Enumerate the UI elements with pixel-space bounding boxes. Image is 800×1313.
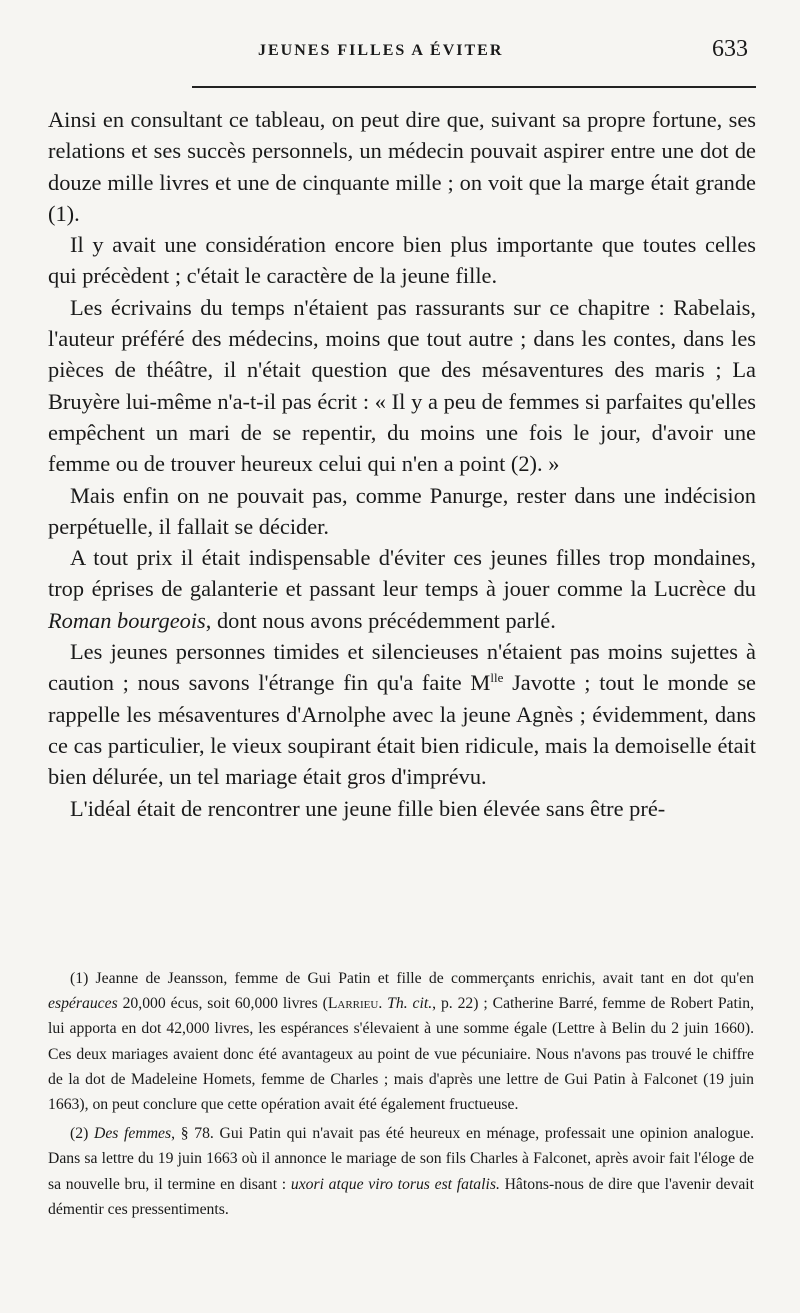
text-run: A tout prix il était indispensable d'éviter ces jeunes filles trop mondaines, trop éprises de galanterie et passant leur temps à jouer comme la Lucrèce du bbox=[48, 545, 756, 602]
paragraph: Les écrivains du temps n'étaient pas rassurants sur ce chapitre : Rabelais, l'auteur préféré des médecins, moins que tout autre ; dans les contes, dans les pièces de théâtre, il n'était question que des mésaventures des maris ; La Bruyère lui-même n'a-t-il pas écrit : « Il y a peu de femmes si parfaites qu'elles empêchent un mari de se repentir, du moins une fois le jour, d'avoir une femme ou de trouver heureux celui qui n'en a point (2). » bbox=[48, 294, 756, 477]
text-run: , § 78. Gui Patin qui n'avait pas été heureux en ménage, professait une opinion analogue. Dans sa lettre du 19 juin 1663 où il annonce le mariage de son fils Charles à Falconet, après avoir fait l'éloge de sa nouvelle bru, il termine en disant : bbox=[48, 1125, 755, 1193]
paragraph: Mais enfin on ne pouvait pas, comme Panurge, rester dans une indécision perpétuelle, il fallait se décider. bbox=[48, 482, 756, 539]
text-run: Hâtons-nous de dire que l'avenir devait démentir ces pressentiments. bbox=[48, 1175, 754, 1218]
text-run: Les jeunes personnes timides et silencieuses n'étaient pas moins sujettes à caution ; nous savons l'étrange fin qu'a faite M bbox=[48, 639, 756, 696]
italic-run: Des femmes bbox=[93, 1125, 172, 1143]
text-run: Javotte ; tout le monde se rappelle les mésaventures d'Arnolphe avec la jeune Agnès ; évidemment, dans ce cas particulier, le vieux soupirant était bien ridicule, mais la demoiselle était bien délurée, un tel mariage était gros d'imprévu. bbox=[48, 670, 756, 790]
paragraph bbox=[48, 542, 756, 636]
paragraph: L'idéal était de rencontrer une jeune fille bien élevée sans être pré- bbox=[70, 795, 666, 821]
page-number: 633 bbox=[712, 36, 748, 62]
latin-quote: uxori atque viro torus est fatalis. bbox=[290, 1175, 500, 1193]
footnote-1 bbox=[48, 966, 754, 1117]
italic-run: espérauces bbox=[48, 995, 118, 1013]
paragraph: Il y avait une considération encore bien plus importante que toutes celles qui précèdent ; c'était le caractère de la jeune fille. bbox=[48, 232, 756, 289]
text-run: (1) Jeanne de Jeansson, femme de Gui Patin et fille de commerçants enrichis, avait tant en dot qu'en bbox=[70, 970, 754, 987]
text-run: (2) bbox=[70, 1125, 94, 1143]
footnote-2 bbox=[48, 1121, 754, 1222]
text-run: 20,000 écus, soit 60,000 livres ( bbox=[117, 995, 328, 1013]
footnotes bbox=[48, 966, 754, 1222]
italic-run: Th. cit. bbox=[387, 995, 433, 1013]
header-rule bbox=[192, 86, 756, 88]
main-text bbox=[48, 104, 756, 824]
page-header bbox=[48, 34, 752, 74]
book-title: Roman bourgeois bbox=[48, 607, 206, 633]
running-title: JEUNES FILLES A ÉVITER bbox=[258, 42, 504, 59]
superscript: lle bbox=[490, 670, 504, 686]
text-run: , dont nous avons précédemment parlé. bbox=[205, 607, 556, 633]
author-name: Larrieu bbox=[327, 995, 379, 1013]
text-run: , p. 22) ; Catherine Barré, femme de Robert Patin, lui apporta en dot 42,000 livres, les espérances s'élevaient à une somme égale (Lettre à Belin du 2 juin 1660). Ces deux mariages avaient donc été avantageux au point de vue pécuniaire. Nous n'avons pas trouvé le chiffre de la dot de Madeleine Homets, femme de Charles ; mais d'après une lettre de Gui Patin à Falconet (19 juin 1663), on peut conclure que cette opération avait été également fructueuse. bbox=[48, 995, 754, 1114]
paragraph bbox=[48, 636, 756, 792]
text-run: . bbox=[378, 995, 388, 1013]
paragraph: Ainsi en consultant ce tableau, on peut dire que, suivant sa propre fortune, ses relations et ses succès personnels, un médecin pouvait aspirer entre une dot de douze mille livres et une de cinquante mille ; on voit que la marge était grande (1). bbox=[48, 107, 756, 226]
